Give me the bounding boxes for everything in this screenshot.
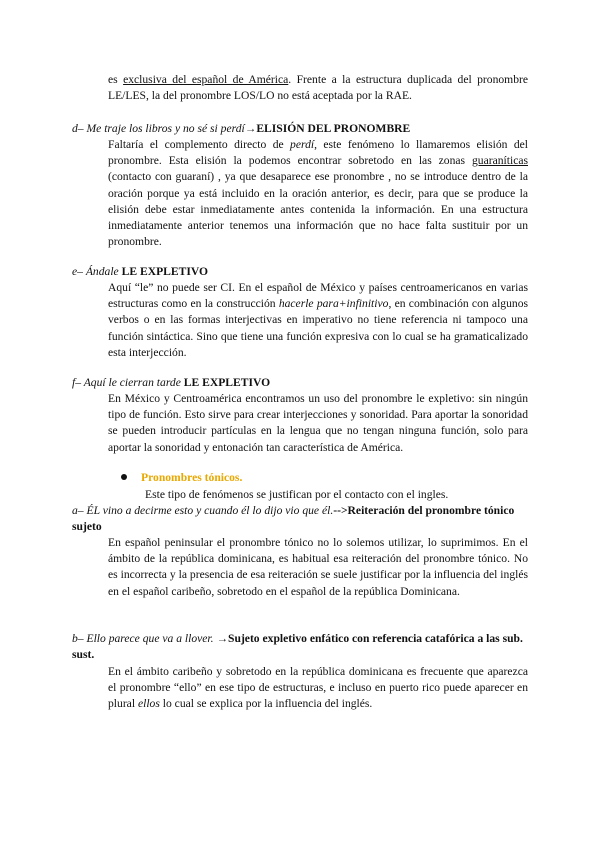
label-e: LE EXPLETIVO bbox=[121, 265, 209, 278]
d-text-3: (contacto con guaraní) , ya que desaparece ese pronombre , no se introduce dentro de la oración porque ya está incluido en la oración anterior, es decir, para que se produce la elisión debe estar inmediatamente antes contenida la información. En una estructura inmediatamente anterior tenemos una información que no hace falta sustituir por un pronombre. bbox=[108, 170, 528, 249]
paragraph-a bbox=[108, 535, 528, 600]
paragraph-e bbox=[108, 280, 528, 361]
heading-e bbox=[72, 264, 530, 280]
example-e: e– Ándale bbox=[72, 265, 122, 278]
section-heading-tonicos: Pronombres tónicos. bbox=[141, 471, 243, 484]
heading-f bbox=[72, 375, 530, 391]
heading-b bbox=[72, 631, 528, 663]
paragraph-intro bbox=[108, 72, 528, 104]
e-text-2: , en combinación con algunos verbos o en las formas interjectivas en imperativo no tiene referencia ni tampoco una función sintáctica. Sino que tiene una función expresiva con lo cual se ha gramaticalizado esta interjección. bbox=[108, 297, 528, 359]
example-f: f– Aquí le cierran tarde bbox=[72, 376, 184, 389]
heading-a bbox=[72, 503, 528, 535]
heading-d bbox=[72, 121, 530, 137]
paragraph-f bbox=[108, 391, 528, 456]
d-italic: perdí bbox=[290, 138, 315, 151]
d-underlined: guaraníticas bbox=[471, 154, 528, 168]
paragraph-d bbox=[108, 137, 528, 250]
d-text-2: , este fenómeno lo llamaremos elisión del pronombre. Esta elisión la podemos encontrar sobretodo en las zonas bbox=[108, 138, 528, 168]
bullet-item bbox=[121, 470, 242, 486]
a-text-1: En español peninsular el pronombre tónico no lo solemos utilizar, lo suprimimos. En el ámbito de la república dominicana, es habitual esa reiteración del pronombre tónico. No es incorrecta y la presencia de esa reiteración se suele justificar por la influencia del inglés en el español caribeño, sobretodo en el español de la república Dominicana. bbox=[108, 536, 528, 598]
e-text-1: Aquí “le” no puede ser CI. En el español de México y países centroamericanos en varias estructuras como en la construcción bbox=[108, 281, 528, 311]
intro-text-2: . Frente a la estructura duplicada del pronombre LE/LES, la del pronombre LOS/LO no está aceptada por la RAE. bbox=[108, 73, 528, 103]
label-d: →ELISIÓN DEL PRONOMBRE bbox=[244, 122, 411, 135]
bullet-dot-icon bbox=[121, 474, 127, 480]
f-text-1: En México y Centroamérica encontramos un uso del pronombre le expletivo: sin ningún tipo de función. Esto sirve para crear interjecciones y sonoridad. Para aportar la sonoridad se pueden introducir partículas en la lengua que no tengan ninguna función, solo para aportar la sonoridad y entonación tan característica de América. bbox=[108, 392, 528, 454]
paragraph-b bbox=[108, 664, 528, 713]
b-text-1: En el ámbito caribeño y sobretodo en la república dominicana es frecuente que aparezca el pronombre “ello” en ese tipo de estructuras, e incluso en puerto rico puede aparecer en plural bbox=[108, 665, 528, 711]
example-d: d– Me traje los libros y no sé si perdí bbox=[72, 122, 245, 135]
label-b: →Sujeto expletivo enfático con referencia catafórica a las sub. sust. bbox=[72, 632, 523, 662]
intro-text-1: es bbox=[108, 73, 124, 86]
example-b: b– Ello parece que va a llover. bbox=[72, 632, 217, 645]
b-italic: ellos bbox=[137, 697, 160, 711]
label-f: LE EXPLETIVO bbox=[183, 376, 271, 389]
d-text-1: Faltaría el complemento directo de bbox=[108, 138, 291, 151]
example-a: a– ÉL vino a decirme esto y cuando él lo dijo vio que él. bbox=[72, 504, 334, 517]
b-text-2: lo cual se explica por la influencia del inglés. bbox=[159, 697, 373, 711]
bullet-subtext: Este tipo de fenómenos se justifican por el contacto con el ingles. bbox=[145, 488, 449, 501]
intro-underlined: exclusiva del español de América bbox=[123, 73, 289, 86]
label-a: -->Reiteración del pronombre tónico sujeto bbox=[72, 504, 515, 534]
e-italic: hacerle para+infinitivo bbox=[278, 297, 389, 311]
